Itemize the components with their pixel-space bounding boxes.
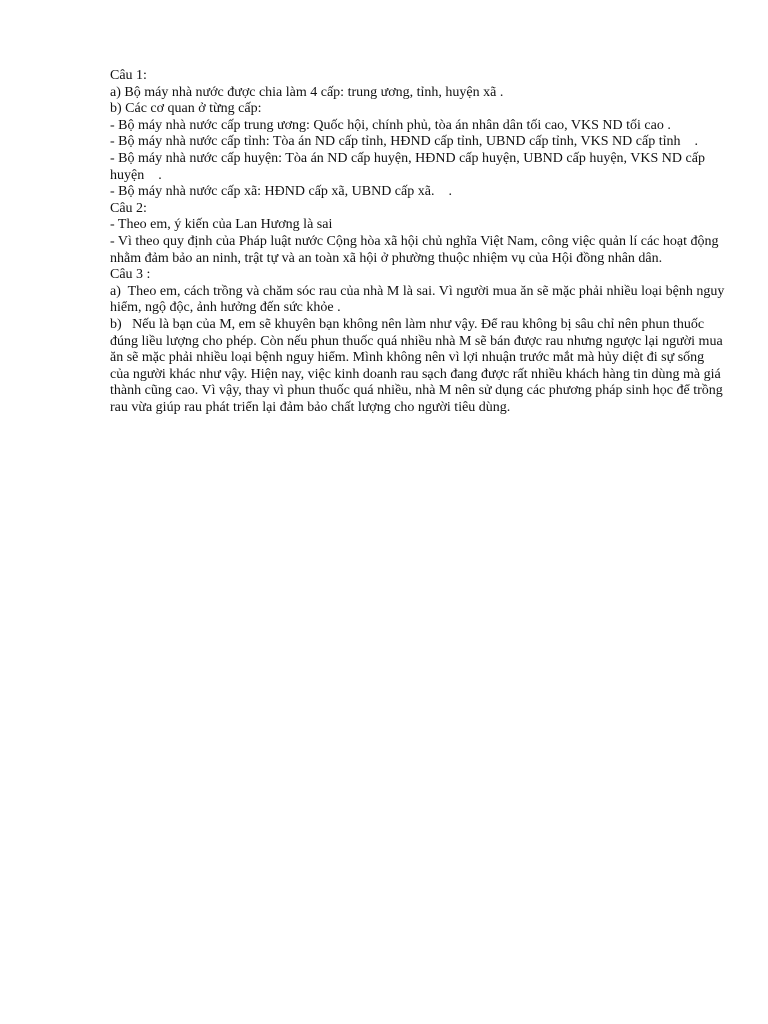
central-level-item: - Bộ máy nhà nước cấp trung ương: Quốc hội, chính phủ, tòa án nhân dân tối cao, VKS ND tối cao . <box>110 117 671 133</box>
question-2-answer: - Theo em, ý kiến của Lan Hương là sai <box>110 217 333 233</box>
commune-level-item: - Bộ máy nhà nước cấp xã: HĐND cấp xã, UBND cấp xã. . <box>110 184 452 200</box>
question-3-heading: Câu 3 : <box>110 267 151 283</box>
question-2-reason: - Vì theo quy định của Pháp luật nước Cộng hòa xã hội chủ nghĩa Việt Nam, công việc quản lí các hoạt động nhằm đảm bảo an ninh, trật tự và an toàn xã hội ở phường thuộc nhiệm vụ của Hội đồng nhân dân. <box>110 233 722 266</box>
question-3-part-b: b) Nếu là bạn của M, em sẽ khuyên bạn không nên làm như vậy. Để rau không bị sâu chỉ nên phun thuốc đúng liều lượng cho phép. Còn nếu phun thuốc quá nhiều nhà M sẽ bán được rau nhưng ngược lại người mua ăn sẽ mặc phải nhiều loại bệnh nguy hiểm. Mình không nên vì lợi nhuận trước mắt mà hủy diệt đi sự sống của người khác như vậy. Hiện nay, việc kinh doanh rau sạch đang được rất nhiều khách hàng tin dùng mà giá thành cũng cao. Vì vậy, thay vì phun thuốc quá nhiều, nhà M nên sử dụng các phương pháp sinh học để trồng rau vừa giúp rau phát triển lại đảm bảo chất lượng cho người tiêu dùng. <box>110 316 727 415</box>
question-2-heading: Câu 2: <box>110 200 147 216</box>
province-level-item: - Bộ máy nhà nước cấp tỉnh: Tòa án ND cấp tỉnh, HĐND cấp tỉnh, UBND cấp tỉnh, VKS ND cấp tỉnh . <box>110 134 698 150</box>
question-1-heading: Câu 1: <box>110 68 147 83</box>
question-1-part-b: b) Các cơ quan ở từng cấp: <box>110 101 262 117</box>
district-level-item: - Bộ máy nhà nước cấp huyện: Tòa án ND cấp huyện, HĐND cấp huyện, UBND cấp huyện, VKS ND cấp huyện . <box>110 150 709 183</box>
document-body <box>110 68 728 416</box>
question-3-part-a: a) Theo em, cách trồng và chăm sóc rau của nhà M là sai. Vì người mua ăn sẽ mặc phải nhiều loại bệnh nguy hiểm, ngộ độc, ảnh hưởng đến sức khỏe . <box>110 283 728 316</box>
question-1-part-a: a) Bộ máy nhà nước được chia làm 4 cấp: trung ương, tỉnh, huyện xã . <box>110 84 504 100</box>
